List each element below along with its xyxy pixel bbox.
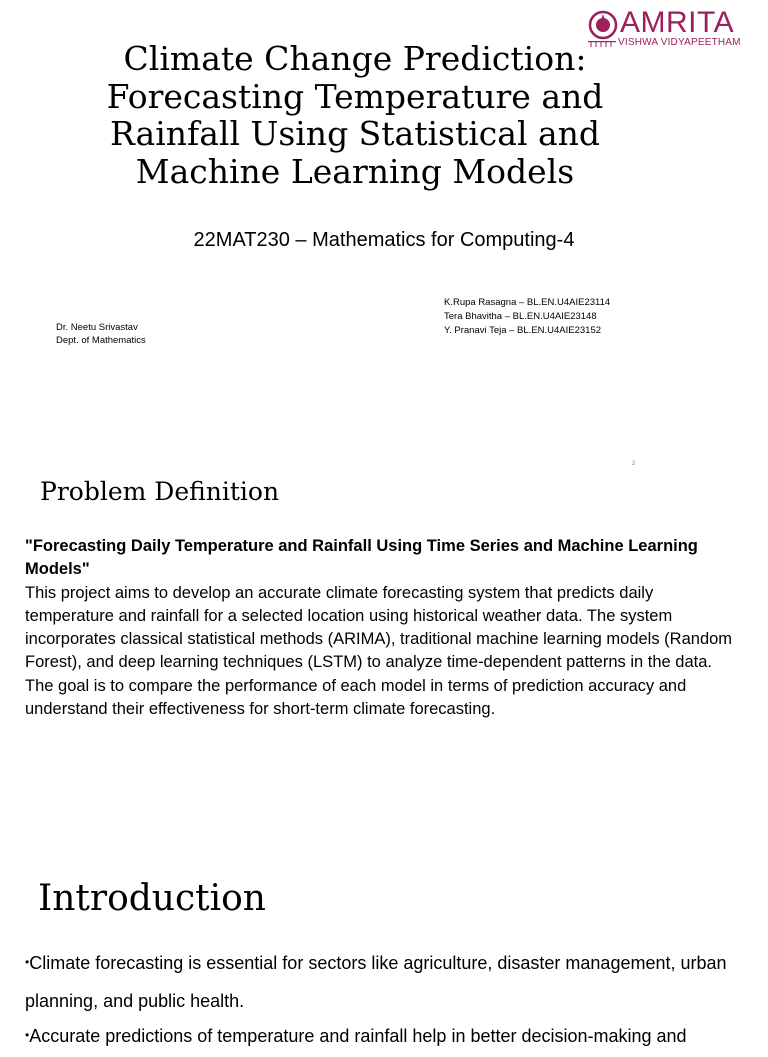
bullet-list xyxy=(25,946,755,1057)
student-item: K.Rupa Rasagna – BL.EN.U4AIE23114 xyxy=(444,297,611,308)
bullet-item: •Climate forecasting is essential for sectors like agriculture, disaster management, urban planning, and public health. xyxy=(25,953,727,1011)
bullet-icon: • xyxy=(25,955,30,969)
bullet-icon: • xyxy=(25,1028,30,1042)
faculty-dept: Dept. of Mathematics xyxy=(56,335,146,346)
section-heading: Problem Definition xyxy=(40,477,280,506)
logo-subtitle: VISHWA VIDYAPEETHAM xyxy=(618,37,741,48)
presentation-title: Climate Change Prediction: Forecasting Temperature and Rainfall Using Statistical and Machine Learning Models xyxy=(106,39,604,191)
problem-title: "Forecasting Daily Temperature and Rainfall Using Time Series and Machine Learning Models" xyxy=(25,537,698,579)
section-heading: Introduction xyxy=(38,878,266,919)
seal-icon xyxy=(588,10,618,40)
student-list xyxy=(444,296,610,338)
student-item: Tera Bhavitha – BL.EN.U4AIE23148 xyxy=(444,311,597,322)
problem-text xyxy=(25,535,740,721)
title-slide xyxy=(0,0,768,455)
faculty-info xyxy=(56,321,146,347)
bullet-item: •Accurate predictions of temperature and rainfall help in better decision-making and xyxy=(25,1026,687,1046)
introduction-slide xyxy=(0,870,768,1046)
student-item: Y. Pranavi Teja – BL.EN.U4AIE23152 xyxy=(444,325,602,336)
faculty-name: Dr. Neetu Srivastav xyxy=(56,322,138,333)
page-number: 2 xyxy=(632,461,636,467)
problem-description: This project aims to develop an accurate climate forecasting system that predicts daily temperature and rainfall for a selected location using historical weather data. The system incorporates classical statistical methods (ARIMA), traditional machine learning models (Random Forest), and deep learning techniques (LSTM) to analyze time-dependent patterns in the data. The goal is to compare the performance of each model in terms of prediction accuracy and understand their effectiveness for short-term climate forecasting. xyxy=(25,583,733,719)
problem-definition-slide xyxy=(0,455,768,870)
logo-wordmark: AMRITA xyxy=(620,6,735,39)
course-code: 22MAT230 – Mathematics for Computing-4 xyxy=(193,229,575,251)
